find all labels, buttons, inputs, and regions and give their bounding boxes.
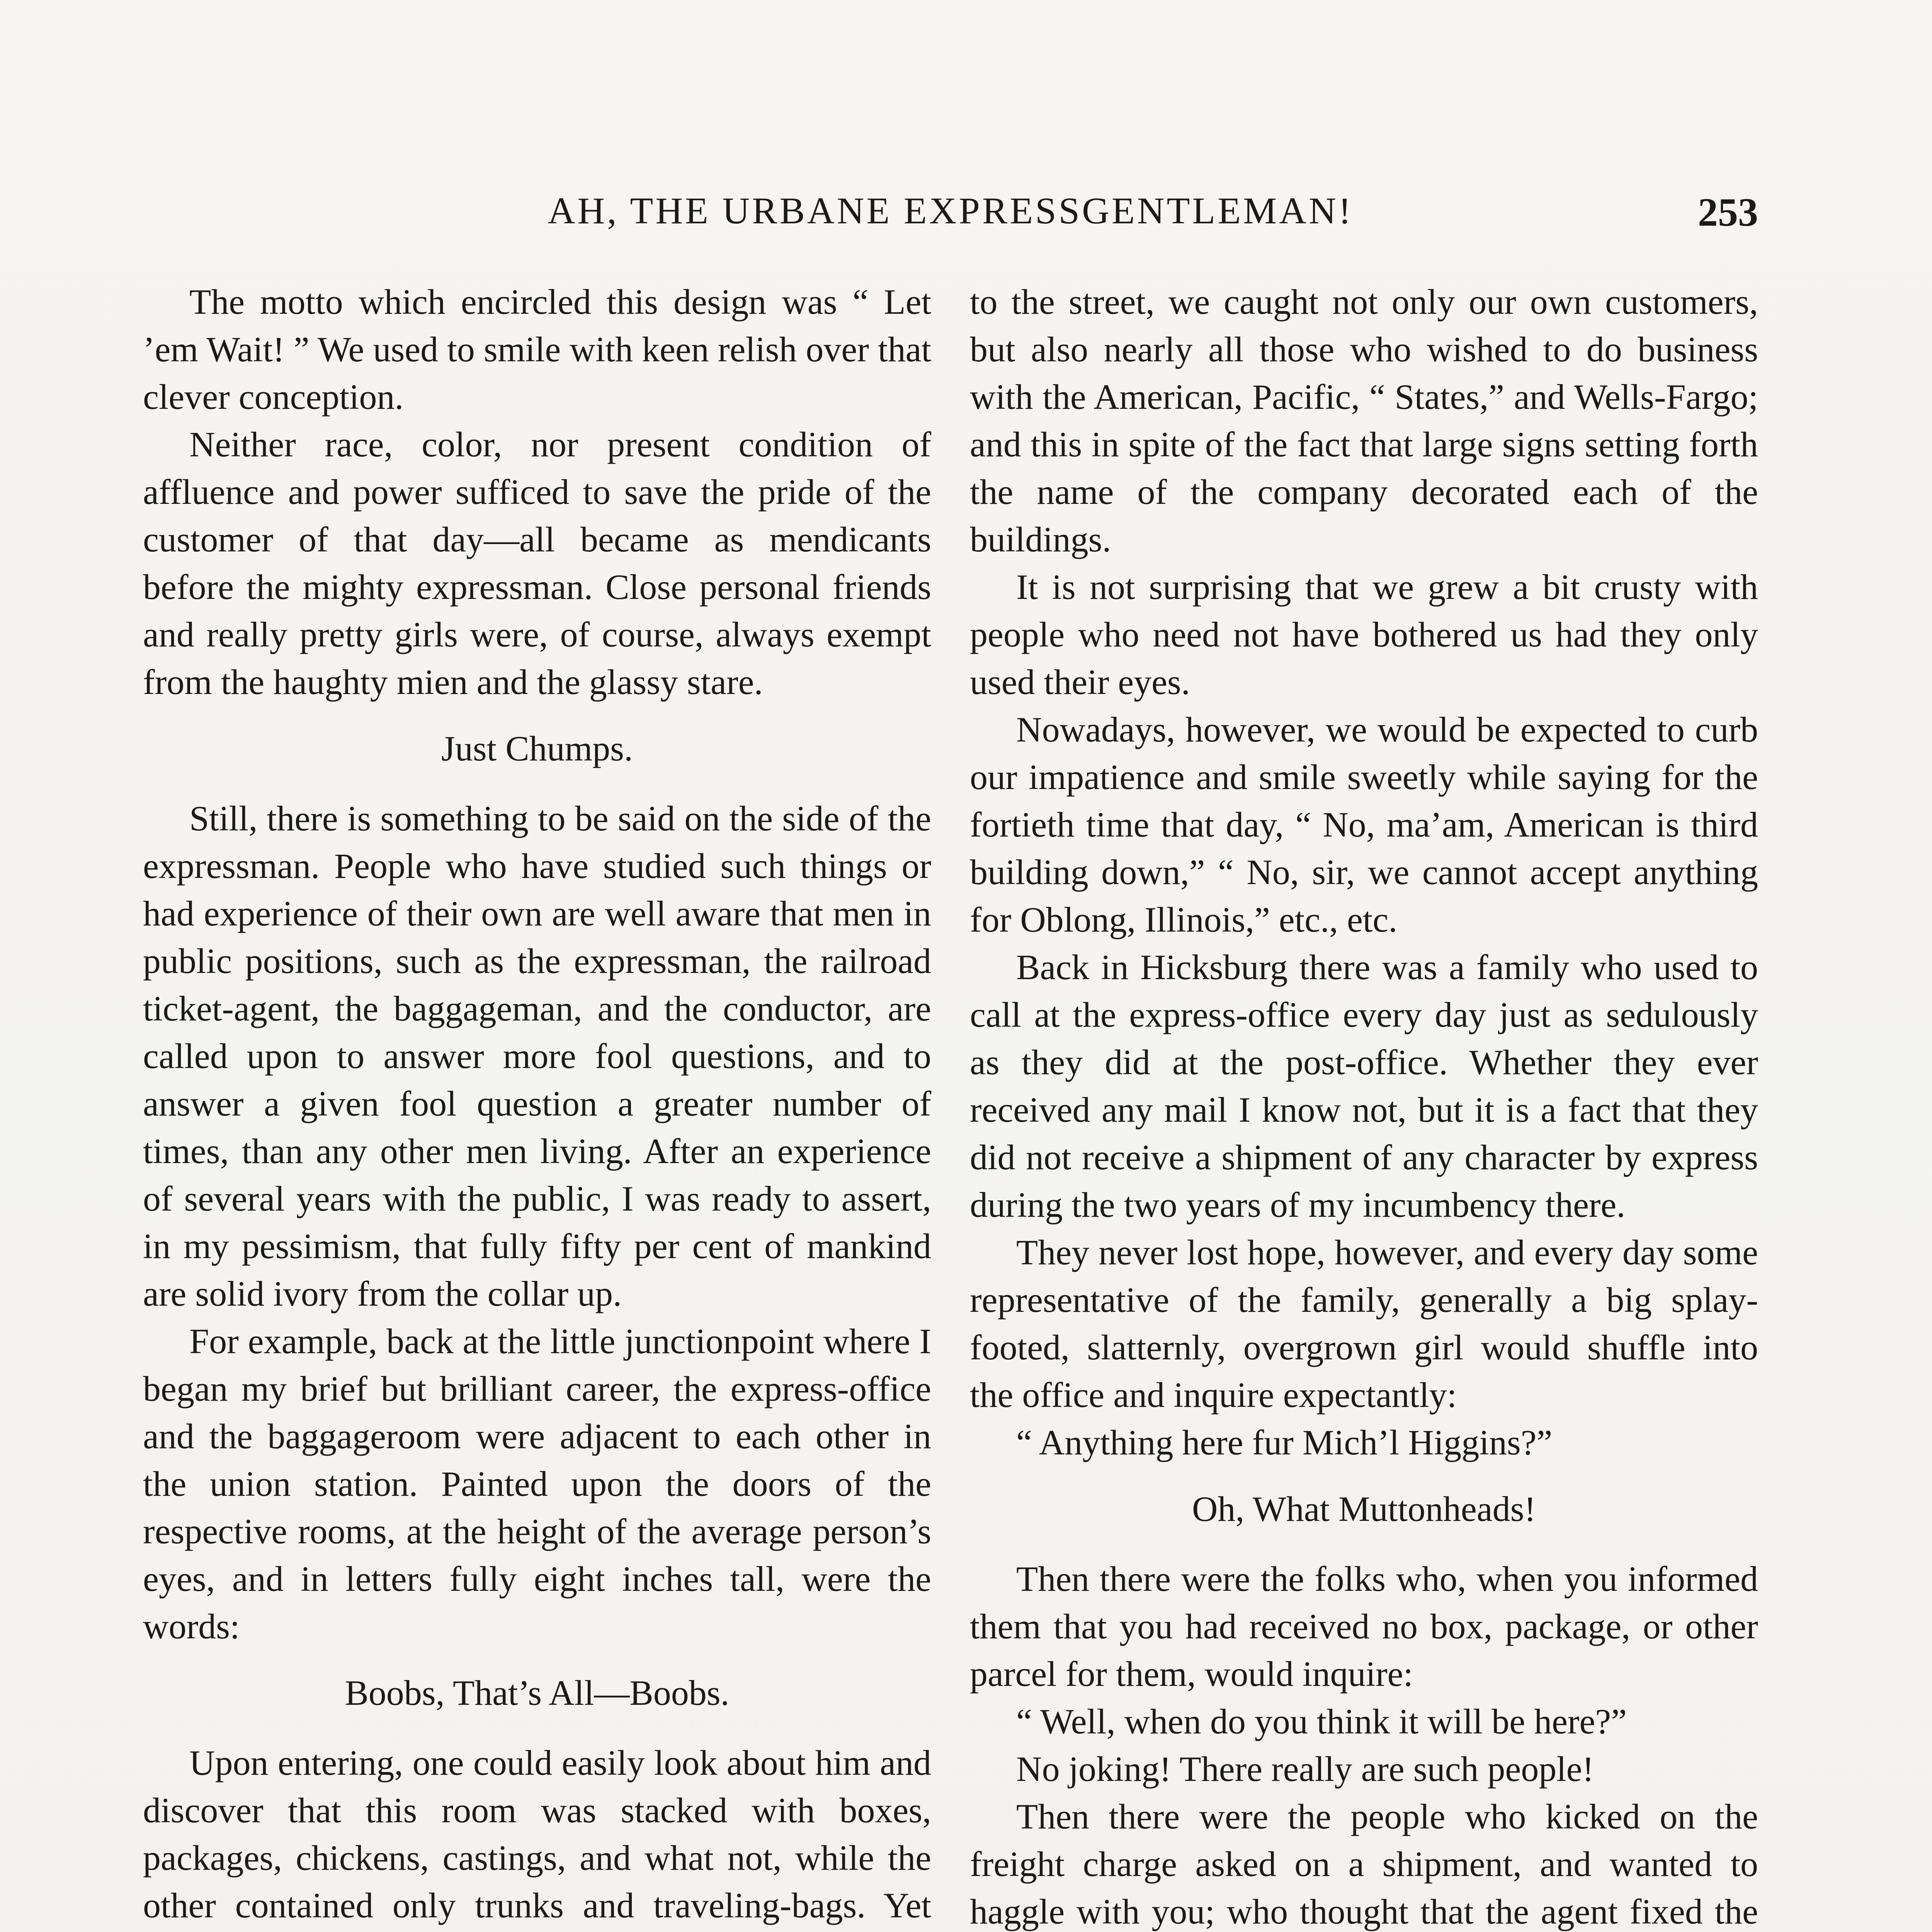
paragraph: Nowadays, however, we would be expected to curb our impatience and smile sweetly while saying for the fortieth time that day, “ No, ma’am, American is third building down,” “ No, sir, we cannot accept anything for Oblong, Illinois,” etc., etc.	[970, 710, 1758, 939]
paragraph: The motto which encircled this design was “ Let ’em Wait! ” We used to smile with keen relish over that clever conception.	[143, 282, 931, 417]
paragraph: Back in Hicksburg there was a family who used to call at the express-office every day just as sedulously as they did at the post-office. Whether they ever received any mail I know not, but it is a fact that they did not receive a shipment of any character by express during the two years of my incumbency there.	[970, 947, 1758, 1225]
paragraph: No joking! There really are such people!	[1016, 1749, 1594, 1789]
right-column	[970, 278, 1758, 1932]
paragraph: It is not surprising that we grew a bit crusty with people who need not have bothered us had they only used their eyes.	[970, 567, 1758, 702]
paragraph: to the street, we caught not only our own customers, but also nearly all those who wished to do business with the American, Pacific, “ States,” and Wells-Fargo; and this in spite of the fact that large signs setting forth the name of the company decorated each of the buildings.	[970, 282, 1758, 559]
paragraph: “ Anything here fur Mich’l Higgins?”	[1016, 1423, 1553, 1462]
page-header	[143, 189, 1758, 243]
paragraph: Neither race, color, nor present condition of affluence and power sufficed to save the pride of the customer of that day—all became as mendicants before the mighty expressman. Close personal friends and really pretty girls were, of course, always exempt from the haughty mien and the glassy stare.	[143, 425, 931, 702]
paragraph: Then there were the folks who, when you informed them that you had received no box, package, or other parcel for them, would inquire:	[970, 1559, 1758, 1694]
section-heading: Just Chumps.	[441, 729, 633, 768]
paragraph: Still, there is something to be said on the side of the expressman. People who have studied such things or had experience of their own are well aware that men in public positions, such as the expressman, the railroad ticket-agent, the baggageman, and the conductor, are called upon to answer more fool questions, and to answer a given fool question a greater number of times, than any other men living. After an experience of several years with the public, I was ready to assert, in my pessimism, that fully fifty per cent of mankind are solid ivory from the collar up.	[143, 799, 931, 1313]
section-heading: Boobs, That’s All—Boobs.	[345, 1673, 730, 1713]
paragraph: “ Well, when do you think it will be here?”	[1016, 1702, 1627, 1741]
section-heading: Oh, What Muttonheads!	[1192, 1489, 1536, 1529]
page-number: 253	[1698, 190, 1758, 235]
left-column	[143, 278, 931, 1932]
paragraph: Then there were the people who kicked on the freight charge asked on a shipment, and wanted to haggle with you; who thought that the agent fixed the	[970, 1797, 1758, 1931]
running-title: AH, THE URBANE EXPRESSGENTLEMAN!	[548, 190, 1354, 232]
paragraph: Upon entering, one could easily look about him and discover that this room was stacked with boxes, packages, chickens, castings, and what not, while the other contained only trunks and traveling-bags. Yet	[143, 1743, 931, 1925]
paragraph: For example, back at the little junctionpoint where I began my brief but brilliant career, the express-office and the baggageroom were adjacent to each other in the union station. Painted upon the doors of the respective rooms, at the height of the average person’s eyes, and in letters fully eight inches tall, were the words:	[143, 1321, 931, 1646]
paragraph: They never lost hope, however, and every day some representative of the family, generally a big splay-footed, slatternly, overgrown girl would shuffle into the office and inquire expectantly:	[970, 1233, 1758, 1415]
